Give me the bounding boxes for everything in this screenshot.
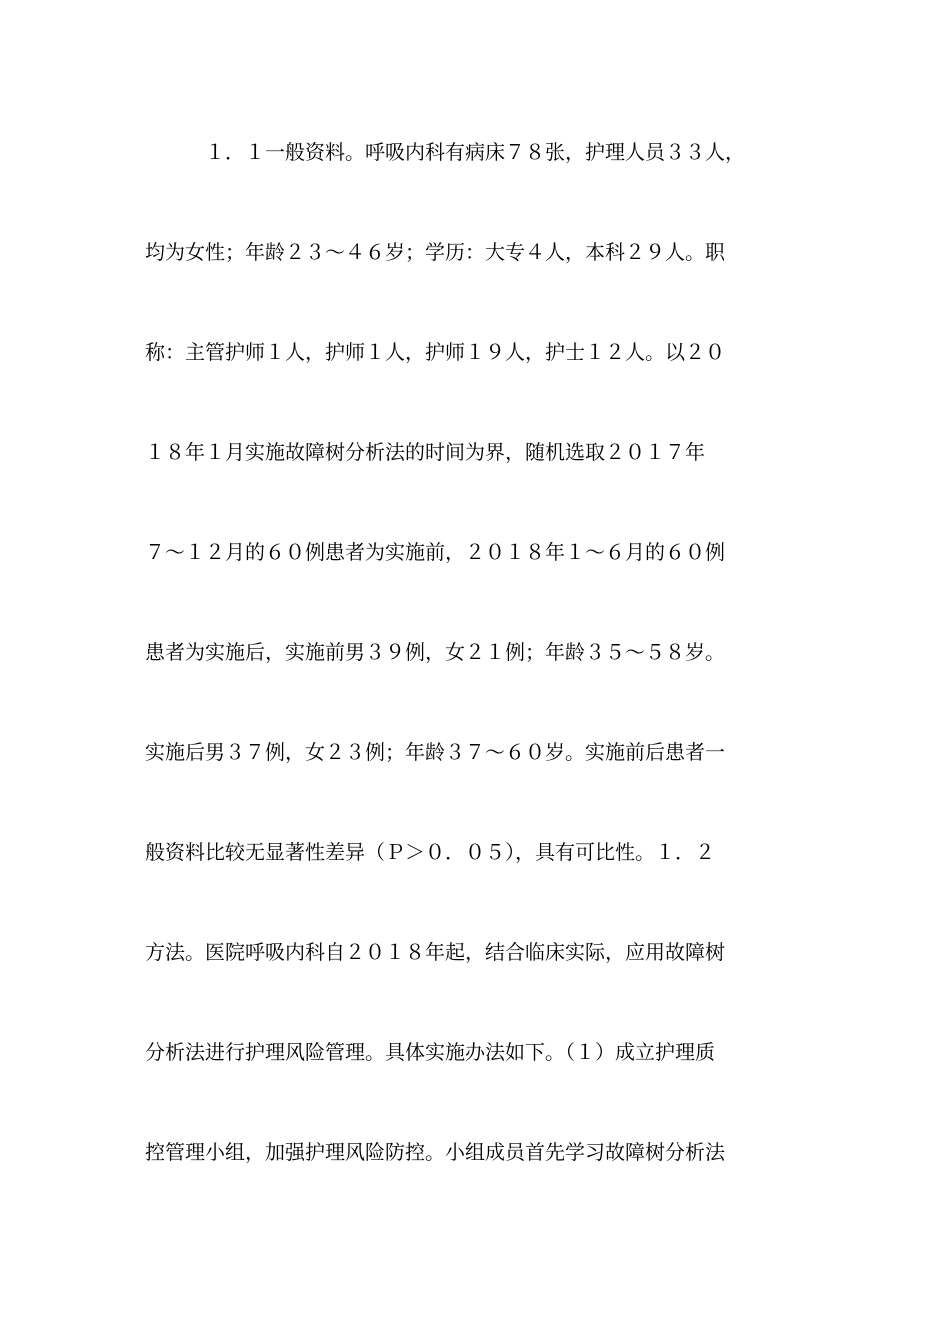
text-line-7: 实施后男３７例，女２３例；年龄３７～６０岁。实施前后患者一 — [145, 740, 725, 764]
text-line-2: 均为女性；年龄２３～４６岁；学历：大专４人，本科２９人。职 — [145, 240, 725, 264]
text-line-9: 方法。医院呼吸内科自２０１８年起，结合临床实际，应用故障树 — [145, 940, 725, 964]
text-line-1: １．１一般资料。呼吸内科有病床７８张，护理人员３３人， — [145, 140, 745, 164]
text-line-5: ７～１２月的６０例患者为实施前，２０１８年１～６月的６０例 — [145, 540, 725, 564]
text-line-3: 称：主管护师１人，护师１人，护师１９人，护士１２人。以２０ — [145, 340, 725, 364]
text-line-11: 控管理小组，加强护理风险防控。小组成员首先学习故障树分析法 — [145, 1140, 725, 1164]
text-line-10: 分析法进行护理风险管理。具体实施办法如下。（１）成立护理质 — [145, 1040, 715, 1064]
text-line-4: １８年１月实施故障树分析法的时间为界，随机选取２０１７年 — [145, 440, 705, 464]
text-line-8: 般资料比较无显著性差异（Ｐ＞０．０５），具有可比性。１．２ — [145, 840, 715, 864]
text-line-6: 患者为实施后，实施前男３９例，女２１例；年龄３５～５８岁。 — [145, 640, 725, 664]
